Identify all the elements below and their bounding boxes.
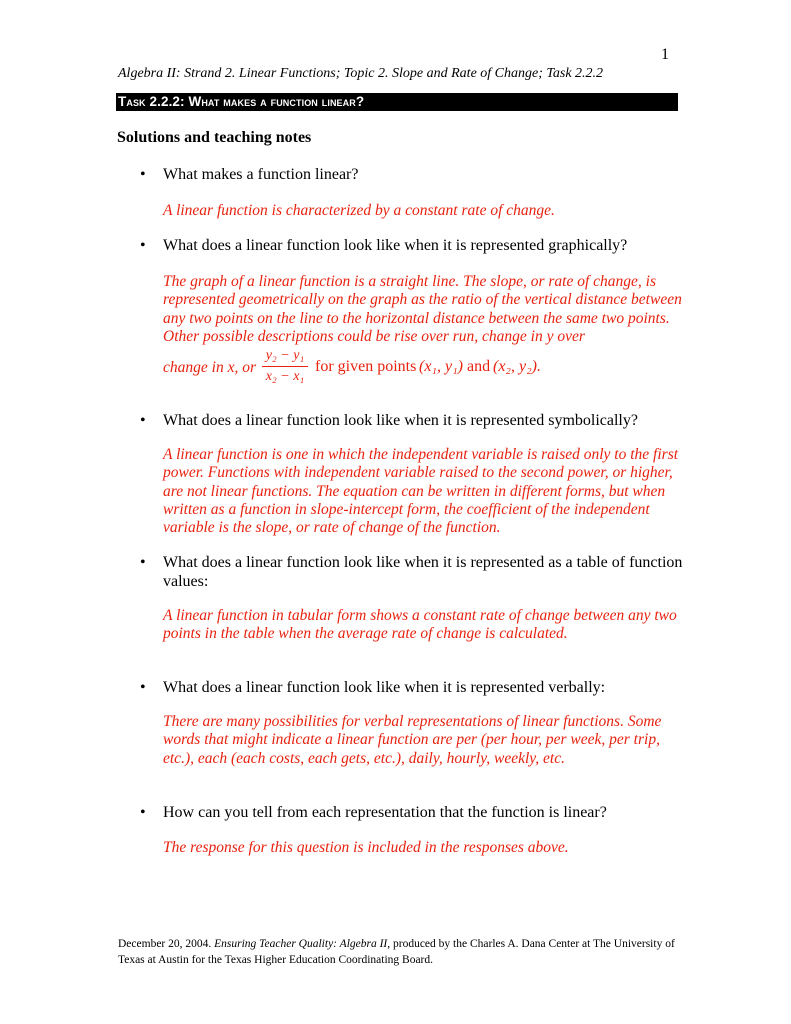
bullet-marker: • bbox=[140, 804, 146, 821]
answer-6: The response for this question is included in the responses above. bbox=[163, 839, 569, 856]
bullet-marker: • bbox=[140, 166, 146, 183]
footer-credit: produced by the Charles A. Dana Center at The University of Texas at Austin for the Texas Higher Education Coordinating Board. bbox=[118, 938, 675, 966]
running-header: Algebra II: Strand 2. Linear Functions; Topic 2. Slope and Rate of Change; Task 2.2.2 bbox=[118, 66, 604, 81]
answer-4: A linear function in tabular form shows a constant rate of change between any two points in the table when the average rate of change is calculated. bbox=[163, 607, 677, 643]
footer bbox=[118, 936, 678, 968]
point-two: (x₂, y₂). bbox=[493, 358, 541, 375]
given-points-text: for given points bbox=[315, 358, 417, 375]
bullet-marker: • bbox=[140, 237, 146, 254]
fraction-denominator: x₂ − x₁ bbox=[265, 369, 305, 384]
bullet-marker: • bbox=[140, 554, 146, 571]
answer-2-tail: change in x, or bbox=[163, 359, 256, 376]
question-2: What does a linear function look like when it is represented graphically? bbox=[163, 237, 628, 254]
question-1: What makes a function linear? bbox=[163, 166, 359, 183]
question-5: What does a linear function look like when it is represented verbally: bbox=[163, 679, 606, 696]
fraction-numerator: y₂ − y₁ bbox=[265, 348, 305, 363]
point-one: (x₁, y₁) bbox=[419, 358, 463, 375]
answer-3: A linear function is one in which the independent variable is raised only to the first power. Functions with independent variable raised to the second power, or higher, are not linear functions. The equation can be written in different forms, but when written as a function in slope-intercept form, the coefficient of the independent variable is the slope, or rate of change of the function. bbox=[163, 446, 679, 537]
footer-date: December 20, 2004. bbox=[118, 938, 212, 950]
answer-1: A linear function is characterized by a constant rate of change. bbox=[163, 202, 555, 219]
answer-2: The graph of a linear function is a straight line. The slope, or rate of change, is represented geometrically on the graph as the ratio of the vertical distance between any two points on the line to the horizontal distance between the same two points. Other possible descriptions could be rise over run, change in y over bbox=[163, 273, 682, 345]
answer-5: There are many possibilities for verbal representations of linear functions. Some words that might indicate a linear function are per (per hour, per week, per trip, etc.), each (each costs, each gets, etc.), daily, hourly, weekly, etc. bbox=[163, 713, 662, 767]
question-6: How can you tell from each representation that the function is linear? bbox=[163, 804, 607, 821]
task-title-bar: Task 2.2.2: What makes a function linear? bbox=[116, 93, 678, 111]
bullet-marker: • bbox=[140, 412, 146, 429]
section-heading: Solutions and teaching notes bbox=[117, 129, 312, 146]
footer-title: Ensuring Teacher Quality: Algebra II, bbox=[214, 938, 391, 950]
and-text: and bbox=[467, 358, 491, 375]
question-4: What does a linear function look like when it is represented as a table of function values: bbox=[163, 554, 683, 590]
bullet-marker: • bbox=[140, 679, 146, 696]
page-number: 1 bbox=[661, 46, 669, 63]
question-3: What does a linear function look like when it is represented symbolically? bbox=[163, 412, 638, 429]
fraction-bar bbox=[262, 366, 308, 367]
